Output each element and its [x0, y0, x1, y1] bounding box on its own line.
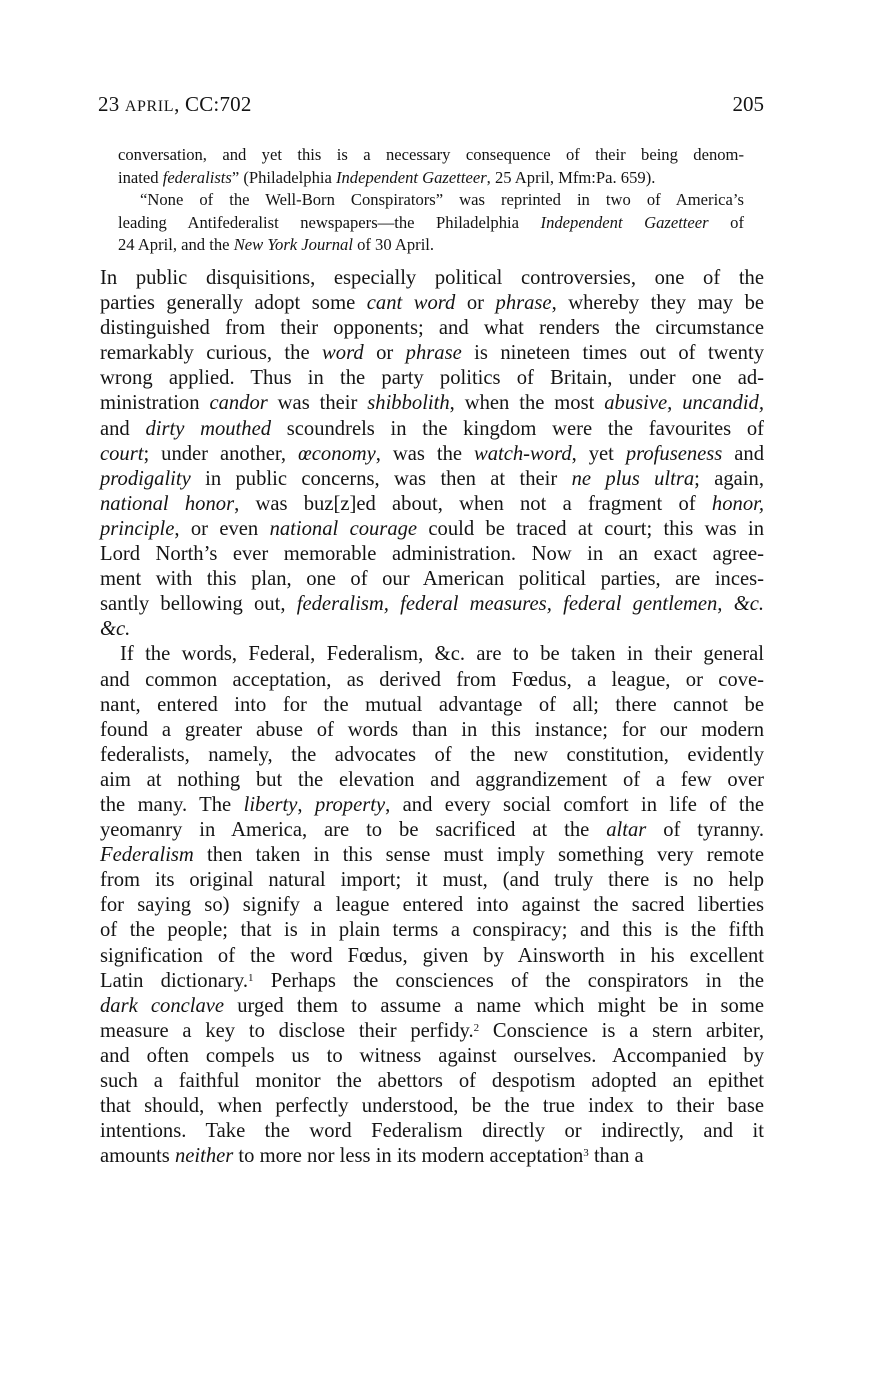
text-run: , — [297, 793, 315, 816]
text-run: measure a key to disclose their perfidy. — [100, 1019, 474, 1042]
text-line — [118, 212, 744, 235]
text-run: to more nor less in its modern acceptation — [233, 1145, 584, 1168]
text-run: from its original natural import; it must, (and truly there is no help — [100, 869, 764, 892]
text-run: of — [708, 212, 744, 232]
text-run: and often compels us to witness against ourselves. Accompanied by — [100, 1044, 764, 1067]
italic-run: shibbolith — [367, 392, 450, 415]
text-run: , was the — [375, 442, 474, 465]
text-line — [100, 843, 764, 868]
text-run: , when the most — [449, 392, 605, 415]
italic-run: word — [322, 342, 364, 365]
text-line — [100, 793, 764, 818]
editorial-note-paragraph-2 — [118, 189, 744, 257]
text-run: ministration — [100, 392, 210, 415]
text-run: Latin dictionary. — [100, 969, 248, 992]
body-paragraph-1 — [100, 266, 764, 642]
text-line — [100, 944, 764, 969]
text-run: In public disquisitions, especially political controversies, one of the — [100, 267, 764, 289]
text-line: conversation, and yet this is a necessary consequence of their being denom- — [118, 145, 744, 164]
text-run: in public concerns, was then at their — [190, 467, 572, 490]
italic-run: candor — [209, 392, 268, 415]
italic-run: prodigality — [100, 467, 191, 490]
italic-run: dark conclave — [100, 994, 225, 1017]
text-line — [118, 167, 744, 190]
text-line — [100, 341, 764, 366]
italic-run: Federalism — [100, 844, 194, 867]
italic-run: national courage — [269, 517, 418, 540]
text-run: was their — [267, 392, 368, 415]
page-header — [98, 92, 764, 122]
text-line — [100, 366, 764, 391]
text-line — [100, 316, 764, 341]
text-run: parties generally adopt some — [100, 292, 367, 315]
text-run: of 30 April. — [352, 235, 435, 254]
text-line — [100, 567, 764, 592]
text-run: that should, when perfectly understood, be the true index to their base — [100, 1095, 764, 1118]
text-run: Lord North’s ever memorable administration. Now in an exact agree- — [100, 543, 764, 566]
text-run: or — [363, 342, 406, 365]
text-run: wrong applied. Thus in the party politics of Britain, under one ad- — [100, 367, 764, 390]
italic-run: neither — [174, 1145, 234, 1168]
text-line — [100, 1119, 764, 1144]
text-run: distinguished from their opponents; and what renders the circumstance — [100, 317, 764, 340]
text-line — [100, 1069, 764, 1094]
text-line — [100, 1019, 764, 1044]
italic-run: cant word — [366, 292, 456, 315]
text-line — [100, 668, 764, 693]
text-run: nant, entered into for the mutual advantage of all; there cannot be — [100, 693, 764, 716]
text-run: remarkably curious, the — [100, 342, 323, 365]
text-line: “None of the Well-Born Conspirators” was reprinted in two of America’s — [140, 190, 744, 209]
footnote-marker: 3 — [583, 1147, 589, 1160]
text-line — [100, 642, 764, 667]
text-line — [100, 291, 764, 316]
text-run: ” (Philadelphia — [231, 167, 336, 187]
text-run: Perhaps the consciences of the conspirators in the — [253, 969, 764, 992]
text-run: If the words, Federal, Federalism, &c. are to be taken in their general — [120, 643, 764, 666]
text-line — [100, 592, 764, 617]
text-line — [118, 234, 744, 257]
text-run: and — [100, 417, 146, 440]
text-run: 24 April, and the — [118, 235, 234, 254]
running-head-document-ref: , CC:702 — [174, 92, 252, 116]
text-run: , 25 April, Mfm:Pa. 659). — [486, 167, 656, 187]
text-line — [100, 442, 764, 467]
text-line — [100, 969, 764, 994]
text-run: ; again, — [694, 467, 764, 490]
text-run: of the people; that is in plain terms a conspiracy; and this is the fifth — [100, 919, 764, 942]
page-number: 205 — [732, 92, 764, 116]
text-run: urged them to assume a name which might be in some — [224, 994, 764, 1017]
text-line — [100, 517, 764, 542]
text-line — [100, 818, 764, 843]
text-run: Conscience is a stern arbiter, — [479, 1019, 764, 1042]
text-line — [100, 994, 764, 1019]
italic-run: &c. — [100, 618, 131, 641]
italic-run: principle — [100, 517, 175, 540]
text-run: ; under another, — [143, 442, 299, 465]
text-run: the many. The — [100, 793, 244, 816]
text-line — [100, 492, 764, 517]
text-run: signification of the word Fœdus, given by Ainsworth in his excellent — [100, 944, 764, 967]
footnote-marker: 1 — [247, 971, 254, 984]
italic-run: watch-word — [473, 442, 572, 465]
text-run: and common acceptation, as derived from Fœdus, a league, or cove- — [100, 668, 764, 691]
text-run: and — [722, 442, 764, 465]
italic-run: federalism, federal measures, federal gentlemen, &c. — [296, 593, 764, 616]
text-run: then taken in this sense must imply something very remote — [193, 844, 764, 867]
italic-run: New York Journal — [233, 235, 353, 254]
text-run: inated — [118, 167, 163, 187]
text-line — [100, 391, 764, 416]
text-run: federalists, namely, the advocates of the new constitution, evidently — [100, 743, 764, 766]
text-line — [100, 1044, 764, 1069]
body-paragraph-2 — [100, 642, 764, 1169]
text-run: could be traced at court; this was in — [417, 517, 765, 540]
text-run: found a greater abuse of words than in this instance; for our modern — [100, 718, 764, 741]
running-head-month: APRIL — [124, 98, 175, 115]
italic-run: dirty mouthed — [145, 417, 272, 440]
footnote-marker: 2 — [473, 1021, 480, 1034]
text-line — [100, 893, 764, 918]
text-line — [100, 266, 764, 291]
italic-run: honor, — [711, 492, 764, 515]
italic-run: Independent Gazetteer — [540, 212, 709, 232]
text-line — [100, 743, 764, 768]
text-line — [100, 467, 764, 492]
text-line — [100, 417, 764, 442]
text-run: such a faithful monitor the abettors of despotism adopted an epithet — [100, 1070, 764, 1092]
text-run: , was buz[z]ed about, when not a fragment of — [234, 492, 712, 515]
italic-run: œconomy — [298, 442, 376, 465]
italic-run: Independent Gazetteer — [335, 167, 487, 187]
text-run: ment with this plan, one of our American political parties, are inces- — [100, 568, 764, 591]
italic-run: profuseness — [625, 442, 723, 465]
text-run: , and every social comfort in life of the — [385, 793, 765, 816]
text-run: of tyranny. — [646, 819, 764, 842]
text-run: yeomanry in America, are to be sacrificed at the — [100, 819, 607, 842]
text-run: for saying so) signify a league entered into against the sacred liberties — [100, 894, 764, 917]
text-run: aim at nothing but the elevation and aggrandizement of a few over — [100, 768, 764, 791]
text-run: amounts — [100, 1145, 175, 1168]
editorial-note-paragraph-1 — [118, 144, 744, 189]
text-line — [100, 542, 764, 567]
text-line — [100, 868, 764, 893]
text-line — [100, 768, 764, 793]
italic-run: ne plus ultra — [571, 467, 695, 490]
text-line — [100, 693, 764, 718]
text-run: leading Antifederalist newspapers—the Philadelphia — [118, 212, 541, 232]
italic-run: altar — [606, 819, 647, 842]
text-line — [100, 1144, 764, 1169]
text-run: , whereby they may be — [551, 292, 765, 315]
text-line — [100, 718, 764, 743]
text-run: intentions. Take the word Federalism directly or indirectly, and it — [100, 1120, 764, 1143]
italic-run: federalists — [162, 167, 232, 187]
running-head — [98, 92, 252, 117]
text-line — [100, 1094, 764, 1119]
italic-run: phrase — [405, 342, 462, 365]
italic-run: phrase — [495, 292, 552, 315]
text-line — [100, 918, 764, 943]
italic-run: national honor — [100, 492, 235, 515]
text-line — [100, 617, 764, 642]
running-head-day: 23 — [98, 92, 120, 116]
italic-run: court — [100, 442, 144, 465]
text-run: , yet — [571, 442, 626, 465]
text-run: santly bellowing out, — [100, 593, 297, 616]
italic-run: liberty — [243, 793, 298, 816]
text-run: or — [455, 292, 496, 315]
text-run: than a — [588, 1145, 644, 1168]
text-run: is nineteen times out of twenty — [461, 342, 764, 365]
text-run: , or even — [174, 517, 270, 540]
italic-run: property — [314, 793, 386, 816]
italic-run: abusive, uncandid, — [604, 392, 765, 415]
essay-body — [100, 266, 764, 1169]
text-run: scoundrels in the kingdom were the favourites of — [271, 417, 764, 440]
